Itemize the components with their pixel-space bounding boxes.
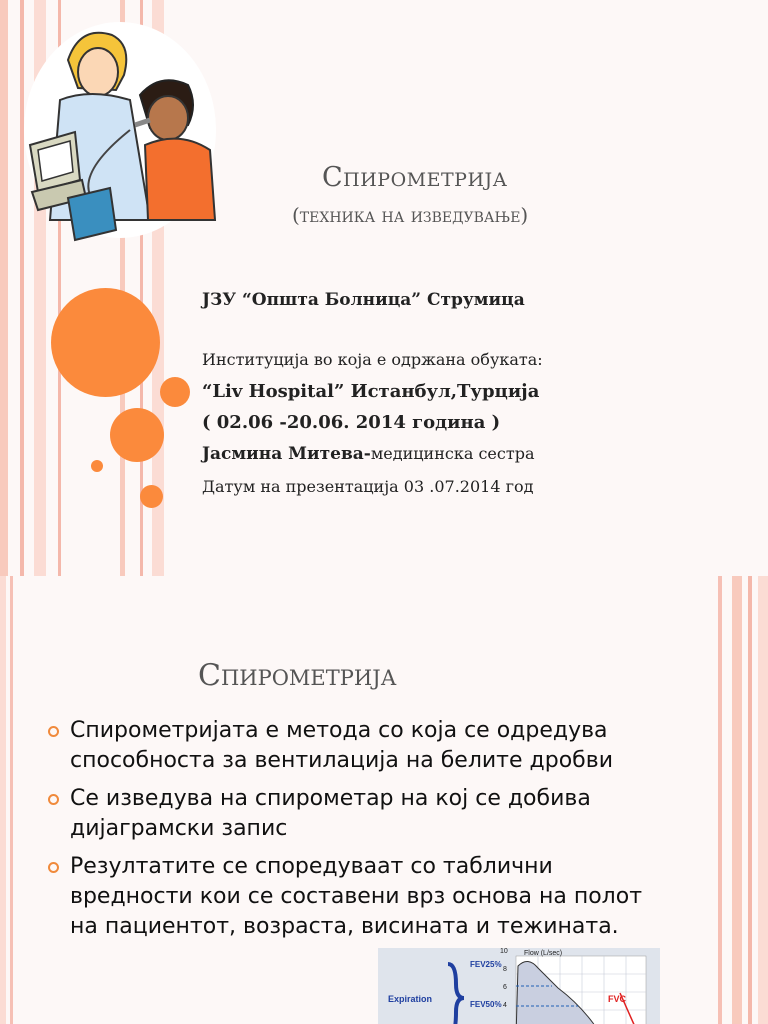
flow-volume-curve <box>378 948 660 1024</box>
expiration-label: Expiration <box>388 994 433 1004</box>
decor-stripe <box>718 576 722 1024</box>
presentation-title: Спирометрија <box>322 162 508 193</box>
bullet-icon <box>48 862 59 873</box>
flow-axis-label: Flow (L/sec) <box>524 950 563 957</box>
decor-circle <box>51 288 160 397</box>
hospital-name: “Liv Hospital” Истанбул,Турција <box>202 381 540 402</box>
author-line <box>202 444 534 464</box>
fvc-label: FVC <box>608 994 626 1004</box>
bullet-text: Резултатите се споредуваат со таблични вредности кои се составени врз основа на полот на пациентот, возраста, висината и тежината. <box>70 854 643 939</box>
list-item <box>48 716 668 776</box>
institution-name: ЈЗУ “Општа Болница” Струмица <box>202 290 525 310</box>
decor-circle <box>110 408 164 462</box>
decor-stripe <box>748 576 752 1024</box>
bullet-text: Се изведува на спирометар на кој се добива дијаграмски запис <box>70 786 591 841</box>
list-item <box>48 784 668 844</box>
decor-stripe <box>0 576 6 1024</box>
decor-circle <box>140 485 163 508</box>
fev50-label: FEV50% <box>470 1000 502 1009</box>
bullet-icon <box>48 726 59 737</box>
y-tick-label: 8 <box>503 966 507 973</box>
y-tick-label: 10 <box>500 948 508 955</box>
y-tick-label: 6 <box>503 984 507 991</box>
fev25-label: FEV25% <box>470 960 502 969</box>
bullet-icon <box>48 794 59 805</box>
decor-stripe <box>758 576 768 1024</box>
doctor-patient-spirometry-icon <box>20 20 220 248</box>
decor-circle <box>160 377 190 407</box>
content-slide <box>0 576 768 1024</box>
presentation-subtitle: (техника на изведување) <box>292 203 529 227</box>
decor-stripe <box>732 576 742 1024</box>
presentation-date: Датум на презентација 03 .07.2014 год <box>202 477 534 496</box>
bullet-text: Спирометријата е метода со која се одредува способноста за вентилација на белите дробви <box>70 718 613 773</box>
list-item <box>48 852 668 942</box>
training-dates: ( 02.06 -20.06. 2014 година ) <box>202 412 501 433</box>
y-tick-label: 4 <box>503 1002 507 1009</box>
decor-stripe <box>10 576 13 1024</box>
training-label: Институција во која е одржана обуката: <box>202 350 543 369</box>
bullet-list <box>48 716 668 950</box>
author-name: Јасмина Митева- <box>202 444 371 464</box>
decor-stripe <box>0 0 8 576</box>
author-role: медицинска сестра <box>370 444 535 463</box>
flow-volume-chart <box>378 948 660 1024</box>
decor-circle <box>91 460 103 472</box>
slide-title: Спирометрија <box>198 658 397 693</box>
